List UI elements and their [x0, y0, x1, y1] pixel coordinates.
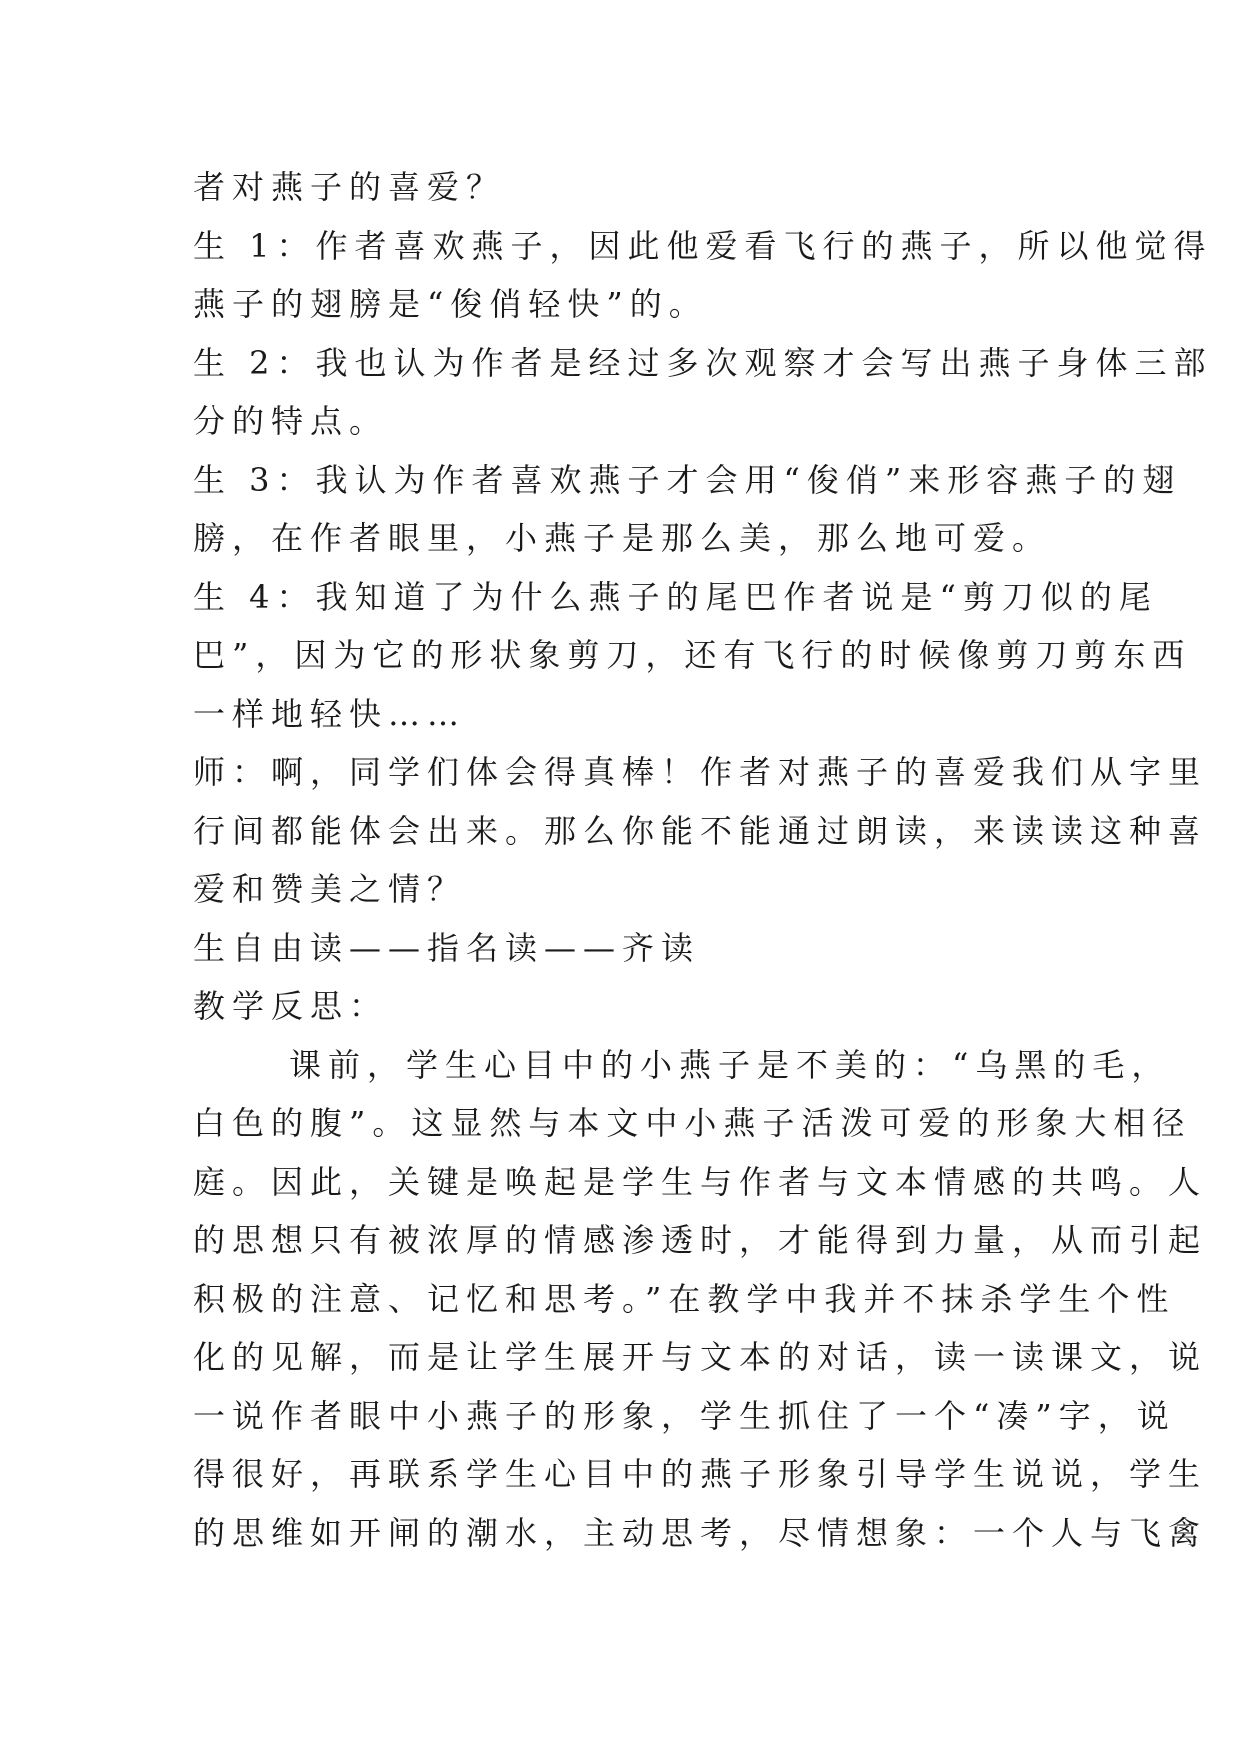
text-line: 爱和赞美之情？ — [193, 870, 467, 908]
text-line: 分的特点。 — [193, 402, 389, 440]
text-line: 化的见解，而是让学生展开与文本的对话，读一读课文，说 — [193, 1338, 1208, 1376]
text-line: 师：啊，同学们体会得真棒！作者对燕子的喜爱我们从字里 — [193, 753, 1208, 791]
text-line: 生自由读——指名读——齐读 — [193, 928, 701, 967]
text-line: 膀，在作者眼里，小燕子是那么美，那么地可爱。 — [193, 519, 1052, 557]
text-line: 生 3：我认为作者喜欢燕子才会用“俊俏”来形容燕子的翅 — [193, 460, 1182, 499]
text-line: 得很好，再联系学生心目中的燕子形象引导学生说说，学生 — [193, 1455, 1208, 1493]
document-page — [193, 158, 1213, 1562]
text-line: 一说作者眼中小燕子的形象，学生抓住了一个“凑”字，说 — [193, 1396, 1176, 1435]
text-line: 庭。因此，关键是唤起是学生与作者与文本情感的共鸣。人 — [193, 1162, 1208, 1201]
text-line: 生 2：我也认为作者是经过多次观察才会写出燕子身体三部 — [193, 343, 1213, 382]
text-line: 一样地轻快…… — [193, 694, 467, 733]
text-line: 的思维如开闸的潮水，主动思考，尽情想象：一个人与飞禽 — [193, 1513, 1208, 1552]
text-line: 燕子的翅膀是“俊俏轻快”的。 — [193, 285, 708, 323]
section-heading: 教学反思： — [193, 987, 389, 1025]
text-line: 的思想只有被浓厚的情感渗透时，才能得到力量，从而引起 — [193, 1221, 1208, 1259]
text-line: 行间都能体会出来。那么你能不能通过朗读，来读读这种喜 — [193, 811, 1208, 850]
text-line: 白色的腹”。这显然与本文中小燕子活泼可爱的形象大相径 — [193, 1104, 1192, 1142]
text-line: 生 1：作者喜欢燕子，因此他爱看飞行的燕子，所以他觉得 — [193, 226, 1213, 265]
text-line: 积极的注意、记忆和思考。”在教学中我并不抹杀学生个性 — [193, 1279, 1176, 1318]
text-line: 生 4：我知道了为什么燕子的尾巴作者说是“剪刀似的尾 — [193, 577, 1158, 616]
text-line: 巴”，因为它的形状象剪刀，还有飞行的时候像剪刀剪东西 — [193, 636, 1192, 674]
paragraph-first-line: 课前，学生心目中的小燕子是不美的：“乌黑的毛， — [289, 1045, 1171, 1084]
text-line: 者对燕子的喜爱？ — [193, 168, 506, 206]
